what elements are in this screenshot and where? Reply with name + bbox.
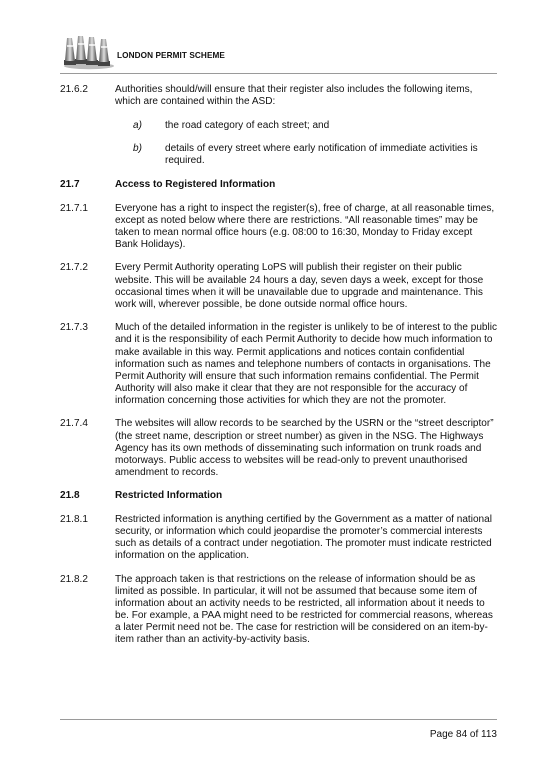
section-number: 21.8 [60, 490, 80, 502]
paragraph [60, 84, 497, 108]
paragraph-number: 21.7.1 [60, 202, 88, 214]
paragraph-number: 21.7.2 [60, 262, 88, 274]
paragraph [60, 418, 497, 478]
paragraph-number: 21.8.2 [60, 573, 88, 585]
brand-name: LONDON PERMIT SCHEME [117, 51, 225, 60]
paragraph-number: 21.8.1 [60, 514, 88, 526]
section-title: Restricted Information [115, 490, 223, 502]
paragraph [60, 514, 497, 562]
list-item-label: b) [133, 143, 142, 155]
document-body [60, 84, 497, 658]
paragraph [60, 574, 497, 647]
section-number: 21.7 [60, 178, 80, 190]
paragraph-text: Restricted information is anything certified by the Government as a matter of national security, or information which could jeopardise the promoter’s commercial interests such as details of a contract under negotiation. The promoter must indicate restricted information on the application. [115, 514, 492, 562]
list-item [115, 143, 497, 167]
list-item-text: details of every street where early notification of immediate activities is required. [165, 143, 478, 167]
list-item-text: the road category of each street; and [165, 119, 330, 131]
paragraph-text: Much of the detailed information in the register is unlikely to be of interest to the public and it is the responsibility of each Permit Authority to decide how much information to make available in this way. Permit applications and notices contain confidential information such as names and telephone numbers of contacts in organisations. The Permit Authority will ensure that such information remains confidential. The Permit Authority will also make it clear that they are not responsible for the accuracy of information concerning those activities for which they are not the promoter. [115, 322, 497, 406]
section-heading [60, 490, 497, 502]
paragraph [60, 203, 497, 251]
section-heading [60, 179, 497, 191]
traffic-cones-logo [62, 32, 114, 70]
paragraph-text: Everyone has a right to inspect the register(s), free of charge, at all reasonable times, except as noted below where there are restrictions. “All reasonable times” may be taken to mean normal office hours (e.g. 08:00 to 16:30, Monday to Friday except Bank Holidays). [115, 202, 495, 250]
paragraph [60, 322, 497, 407]
section-title: Access to Registered Information [115, 178, 276, 190]
paragraph-number: 21.7.4 [60, 418, 88, 430]
paragraph-text: Authorities should/will ensure that their register also includes the following items, which are contained within the ASD: [115, 84, 473, 108]
paragraph-text: The approach taken is that restrictions on the release of information should be as limited as possible. In particular, it will not be assumed that because some item of information about an activity needs to be restricted, all information about it needs to be. For example, a PAA might need to be restricted for commercial reasons, whereas a later Permit need not be. The case for restriction will be considered on an item-by-item rather than an activity-by-activity basis. [115, 573, 493, 646]
page-header [60, 28, 500, 72]
paragraph-text: The websites will allow records to be searched by the USRN or the “street descriptor” (the street name, description or street number) as given in the NSG. The Highways Agency has its own methods of disseminating such information on trunk roads and motorways. Public access to websites will be read-only to prevent unauthorised amendment to records. [115, 418, 494, 478]
page-number: Page 84 of 113 [429, 729, 497, 740]
header-rule [60, 73, 497, 74]
footer-rule [60, 719, 497, 720]
list-item-label: a) [133, 119, 142, 131]
list-item [115, 120, 497, 132]
paragraph-text: Every Permit Authority operating LoPS will publish their register on their public website. This will be available 24 hours a day, seven days a week, except for those occasional times when it will be unavailable due to upgrade and maintenance. This work will, wherever possible, be done outside normal office hours. [115, 262, 484, 310]
paragraph-number: 21.6.2 [60, 84, 88, 95]
paragraph-number: 21.7.3 [60, 322, 88, 334]
paragraph [60, 262, 497, 310]
